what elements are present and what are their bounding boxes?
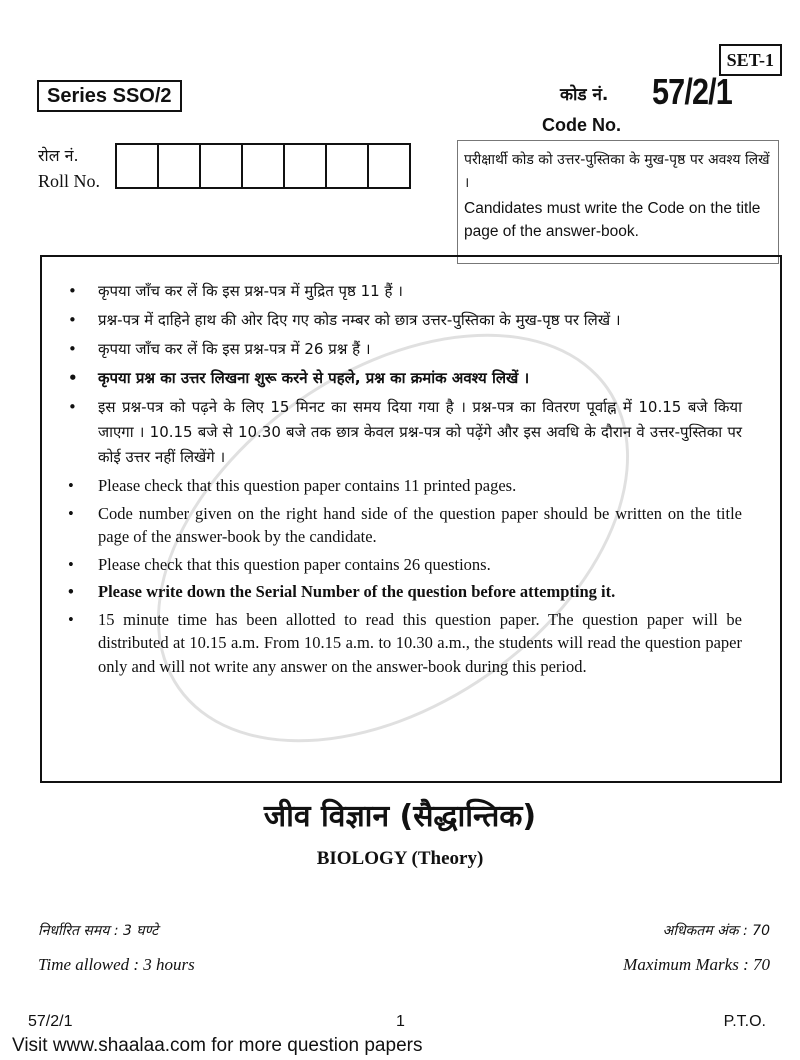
instruction-item: • इस प्रश्न-पत्र को पढ़ने के लिए 15 मिनट का समय दिया गया है । प्रश्न-पत्र का वितरण पूर्वाह्न में 10.15 बजे किया जाएगा । 10.15 बजे से 10.30 बजे तक छात्र केवल प्रश्न-पत्र को पढ़ेंगे और इस अवधि के दौरान वे उत्तर-पुस्तिका पर कोई उत्तर नहीं लिखेंगे । xyxy=(98,395,742,470)
time-allowed: Time allowed : 3 hours xyxy=(38,955,195,974)
max-marks-hindi: अधिकतम अंक : 70 xyxy=(662,923,770,939)
main-content xyxy=(0,255,800,977)
series-label: Series SSO/2 xyxy=(37,80,182,112)
instruction-item: • Please check that this question paper contains 11 printed pages. xyxy=(98,474,742,498)
footer-row xyxy=(0,1012,800,1032)
max-marks: Maximum Marks : 70 xyxy=(623,955,770,974)
roll-box xyxy=(201,145,243,187)
instruction-item: • कृपया जाँच कर लें कि इस प्रश्न-पत्र में मुद्रित पृष्ठ 11 हैं । xyxy=(98,279,742,304)
instruction-item: • Please check that this question paper contains 26 questions. xyxy=(98,553,742,577)
meta-row-hindi xyxy=(0,919,800,943)
footer-link[interactable]: Visit www.shaalaa.com for more question papers xyxy=(12,1035,423,1056)
time-allowed-hindi: निर्धारित समय : 3 घण्टे xyxy=(38,923,159,939)
code-number: 57/2/1 xyxy=(652,71,732,112)
set-label: SET-1 xyxy=(719,44,782,76)
notice-hindi: परीक्षार्थी कोड को उत्तर-पुस्तिका के मुख-पृष्ठ पर अवश्य लिखें । xyxy=(464,152,770,191)
instruction-item: • Code number given on the right hand side of the question paper should be written on the title page of the answer-book by the candidate. xyxy=(98,502,742,549)
subject-title: BIOLOGY (Theory) xyxy=(316,848,484,869)
instruction-item: • प्रश्न-पत्र में दाहिने हाथ की ओर दिए गए कोड नम्बर को छात्र उत्तर-पुस्तिका के मुख-पृष्ठ पर लिखें । xyxy=(98,308,742,333)
roll-label-hindi: रोल नं. xyxy=(38,146,79,165)
roll-box xyxy=(369,145,409,187)
roll-box xyxy=(243,145,285,187)
instructions-box xyxy=(40,255,782,783)
subject-title-hindi: जीव विज्ञान (सैद्धान्तिक) xyxy=(263,799,537,834)
instruction-item: • Please write down the Serial Number of the question before attempting it. xyxy=(98,580,742,604)
instruction-item: • 15 minute time has been allotted to read this question paper. The question paper will be distributed at 10.15 a.m. From 10.15 a.m. to 10.30 a.m., the students will read the question paper only and will not write any answer on the answer-book during this period. xyxy=(98,608,742,679)
roll-box xyxy=(117,145,159,187)
code-notice-box xyxy=(457,140,779,264)
footer-code: 57/2/1 xyxy=(28,1013,73,1030)
notice-english: Candidates must write the Code on the title page of the answer-book. xyxy=(464,200,761,240)
code-label: Code No. xyxy=(542,115,621,135)
code-label-hindi: कोड नं. xyxy=(560,85,609,105)
roll-box xyxy=(159,145,201,187)
roll-label: Roll No. xyxy=(38,171,101,191)
roll-box xyxy=(285,145,327,187)
pto-label: P.T.O. xyxy=(723,1013,766,1030)
instruction-item: • कृपया प्रश्न का उत्तर लिखना शुरू करने से पहले, प्रश्न का क्रमांक अवश्य लिखें । xyxy=(98,366,742,391)
instruction-item: • कृपया जाँच कर लें कि इस प्रश्न-पत्र में 26 प्रश्न हैं । xyxy=(98,337,742,362)
roll-number-boxes xyxy=(115,143,411,189)
roll-box xyxy=(327,145,369,187)
page-footer xyxy=(0,1012,800,1058)
page-number: 1 xyxy=(396,1013,405,1030)
meta-row xyxy=(0,953,800,977)
